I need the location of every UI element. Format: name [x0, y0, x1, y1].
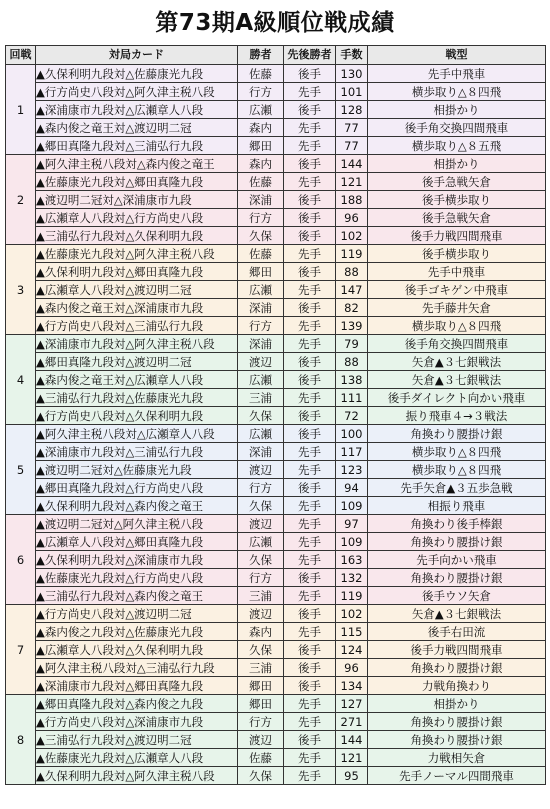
round-number: 8 [6, 695, 36, 785]
winner-side: 後手 [284, 407, 336, 425]
header-moves: 手数 [336, 46, 368, 65]
strategy: 横歩取り△８四飛 [368, 443, 546, 461]
strategy: 角換わり後手棒銀 [368, 515, 546, 533]
header-strategy: 戦型 [368, 46, 546, 65]
match-card: ▲阿久津主税八段対△森内俊之竜王 [36, 155, 238, 173]
table-row [6, 677, 546, 695]
winner-side: 後手 [284, 425, 336, 443]
page-title: 第73期A級順位戦成績 [155, 10, 395, 36]
strategy: 横歩取り△８四飛 [368, 461, 546, 479]
move-count: 88 [336, 263, 368, 281]
move-count: 147 [336, 281, 368, 299]
header-winner: 勝者 [238, 46, 284, 65]
move-count: 119 [336, 587, 368, 605]
winner-side: 先手 [284, 749, 336, 767]
move-count: 96 [336, 659, 368, 677]
winner: 郷田 [238, 677, 284, 695]
round-number: 3 [6, 245, 36, 335]
strategy: 角換わり腰掛け銀 [368, 425, 546, 443]
match-card: ▲阿久津主税八段対△広瀬章人八段 [36, 425, 238, 443]
winner-side: 先手 [284, 137, 336, 155]
winner: 佐藤 [238, 65, 284, 83]
move-count: 119 [336, 245, 368, 263]
match-card: ▲広瀬章人八段対△郷田真隆九段 [36, 533, 238, 551]
match-card: ▲広瀬章人八段対△行方尚史八段 [36, 209, 238, 227]
match-card: ▲阿久津主税八段対△三浦弘行九段 [36, 659, 238, 677]
match-card: ▲広瀬章人八段対△久保利明九段 [36, 641, 238, 659]
strategy: 先手藤井矢倉 [368, 299, 546, 317]
results-table [5, 45, 546, 785]
winner: 久保 [238, 227, 284, 245]
strategy: 振り飛車４→３戦法 [368, 407, 546, 425]
winner: 深浦 [238, 299, 284, 317]
winner-side: 先手 [284, 281, 336, 299]
winner: 深浦 [238, 443, 284, 461]
table-row [6, 695, 546, 713]
match-card: ▲三浦弘行九段対△森内俊之竜王 [36, 587, 238, 605]
match-card: ▲渡辺明二冠対△深浦康市九段 [36, 191, 238, 209]
table-row [6, 227, 546, 245]
match-card: ▲久保利明九段対△深浦康市九段 [36, 551, 238, 569]
winner: 行方 [238, 209, 284, 227]
table-row [6, 299, 546, 317]
winner-side: 先手 [284, 695, 336, 713]
winner-side: 後手 [284, 731, 336, 749]
winner: 渡辺 [238, 731, 284, 749]
table-row [6, 137, 546, 155]
match-card: ▲広瀬章人八段対△渡辺明二冠 [36, 281, 238, 299]
move-count: 102 [336, 605, 368, 623]
winner: 渡辺 [238, 353, 284, 371]
move-count: 77 [336, 119, 368, 137]
strategy: 先手ノーマル四間飛車 [368, 767, 546, 785]
match-card: ▲深浦康市九段対△広瀬章人八段 [36, 101, 238, 119]
match-card: ▲佐藤康光九段対△広瀬章人八段 [36, 749, 238, 767]
match-card: ▲行方尚史八段対△阿久津主税八段 [36, 83, 238, 101]
winner: 行方 [238, 317, 284, 335]
table-row [6, 461, 546, 479]
winner: 森内 [238, 119, 284, 137]
strategy: 相掛かり [368, 101, 546, 119]
winner: 深浦 [238, 191, 284, 209]
strategy: 先手中飛車 [368, 65, 546, 83]
winner-side: 後手 [284, 101, 336, 119]
match-card: ▲行方尚史八段対△深浦康市九段 [36, 713, 238, 731]
strategy: 矢倉▲３七銀戦法 [368, 371, 546, 389]
winner-side: 先手 [284, 533, 336, 551]
winner-side: 先手 [284, 245, 336, 263]
table-row [6, 443, 546, 461]
table-row [6, 533, 546, 551]
winner-side: 後手 [284, 659, 336, 677]
winner-side: 後手 [284, 353, 336, 371]
move-count: 111 [336, 389, 368, 407]
strategy: 角換わり腰掛け銀 [368, 713, 546, 731]
strategy: 後手横歩取り [368, 245, 546, 263]
move-count: 121 [336, 749, 368, 767]
table-row [6, 389, 546, 407]
match-card: ▲行方尚史八段対△久保利明九段 [36, 407, 238, 425]
winner-side: 先手 [284, 389, 336, 407]
winner: 久保 [238, 641, 284, 659]
move-count: 79 [336, 335, 368, 353]
winner-side: 後手 [284, 227, 336, 245]
match-card: ▲渡辺明二冠対△阿久津主税八段 [36, 515, 238, 533]
table-header [6, 46, 546, 65]
move-count: 134 [336, 677, 368, 695]
move-count: 97 [336, 515, 368, 533]
winner-side: 後手 [284, 191, 336, 209]
winner: 広瀬 [238, 281, 284, 299]
winner-side: 先手 [284, 713, 336, 731]
strategy: 後手ウソ矢倉 [368, 587, 546, 605]
round-number: 1 [6, 65, 36, 155]
winner-side: 先手 [284, 623, 336, 641]
strategy: 後手急戦矢倉 [368, 209, 546, 227]
strategy: 後手ゴキゲン中飛車 [368, 281, 546, 299]
strategy: 横歩取り△８五飛 [368, 137, 546, 155]
move-count: 123 [336, 461, 368, 479]
round-number: 2 [6, 155, 36, 245]
strategy: 横歩取り△８四飛 [368, 317, 546, 335]
match-card: ▲行方尚史八段対△渡辺明二冠 [36, 605, 238, 623]
winner: 久保 [238, 407, 284, 425]
winner: 森内 [238, 623, 284, 641]
winner-side: 先手 [284, 551, 336, 569]
move-count: 96 [336, 209, 368, 227]
match-card: ▲久保利明九段対△森内俊之竜王 [36, 497, 238, 515]
match-card: ▲郷田真隆九段対△森内俊之九段 [36, 695, 238, 713]
match-card: ▲森内俊之九段対△佐藤康光九段 [36, 623, 238, 641]
match-card: ▲森内俊之竜王対△渡辺明二冠 [36, 119, 238, 137]
winner-side: 先手 [284, 497, 336, 515]
table-row [6, 407, 546, 425]
winner-side: 先手 [284, 317, 336, 335]
winner-side: 先手 [284, 515, 336, 533]
strategy: 相振り飛車 [368, 497, 546, 515]
winner: 広瀬 [238, 425, 284, 443]
move-count: 95 [336, 767, 368, 785]
move-count: 130 [336, 65, 368, 83]
match-card: ▲三浦弘行九段対△久保利明九段 [36, 227, 238, 245]
move-count: 132 [336, 569, 368, 587]
move-count: 94 [336, 479, 368, 497]
header-row [6, 46, 546, 65]
table-row [6, 65, 546, 83]
winner-side: 後手 [284, 605, 336, 623]
table-row [6, 83, 546, 101]
table-row [6, 605, 546, 623]
table-row [6, 587, 546, 605]
strategy: 後手急戦矢倉 [368, 173, 546, 191]
table-row [6, 353, 546, 371]
table-row [6, 263, 546, 281]
strategy: 後手力戦四間飛車 [368, 227, 546, 245]
table-row [6, 731, 546, 749]
move-count: 101 [336, 83, 368, 101]
table-row [6, 479, 546, 497]
strategy: 角換わり腰掛け銀 [368, 731, 546, 749]
match-card: ▲郷田真隆九段対△三浦弘行九段 [36, 137, 238, 155]
table-row [6, 641, 546, 659]
winner: 佐藤 [238, 173, 284, 191]
table-row [6, 371, 546, 389]
strategy: 後手ダイレクト向かい飛車 [368, 389, 546, 407]
winner: 森内 [238, 155, 284, 173]
winner-side: 先手 [284, 83, 336, 101]
winner: 三浦 [238, 389, 284, 407]
move-count: 115 [336, 623, 368, 641]
winner-side: 後手 [284, 209, 336, 227]
strategy: 相掛かり [368, 695, 546, 713]
move-count: 271 [336, 713, 368, 731]
winner-side: 後手 [284, 155, 336, 173]
move-count: 77 [336, 137, 368, 155]
move-count: 163 [336, 551, 368, 569]
table-row [6, 659, 546, 677]
winner-side: 先手 [284, 461, 336, 479]
header-first: 先後勝者 [284, 46, 336, 65]
strategy: 後手力戦四間飛車 [368, 641, 546, 659]
strategy: 後手角交換四間飛車 [368, 119, 546, 137]
table-body [6, 65, 546, 785]
winner: 広瀬 [238, 533, 284, 551]
move-count: 109 [336, 497, 368, 515]
move-count: 127 [336, 695, 368, 713]
table-row [6, 497, 546, 515]
winner: 行方 [238, 713, 284, 731]
winner: 深浦 [238, 335, 284, 353]
winner: 渡辺 [238, 515, 284, 533]
winner: 佐藤 [238, 749, 284, 767]
strategy: 矢倉▲３七銀戦法 [368, 353, 546, 371]
winner-side: 後手 [284, 65, 336, 83]
table-row [6, 551, 546, 569]
winner: 広瀬 [238, 101, 284, 119]
match-card: ▲久保利明九段対△佐藤康光九段 [36, 65, 238, 83]
table-row [6, 101, 546, 119]
header-match: 対局カード [36, 46, 238, 65]
winner-side: 後手 [284, 641, 336, 659]
winner-side: 後手 [284, 677, 336, 695]
move-count: 139 [336, 317, 368, 335]
winner: 三浦 [238, 659, 284, 677]
table-row [6, 569, 546, 587]
match-card: ▲郷田真隆九段対△行方尚史八段 [36, 479, 238, 497]
strategy: 角換わり腰掛け銀 [368, 659, 546, 677]
match-card: ▲深浦康市九段対△阿久津主税八段 [36, 335, 238, 353]
round-number: 6 [6, 515, 36, 605]
winner-side: 先手 [284, 335, 336, 353]
match-card: ▲佐藤康光九段対△郷田真隆九段 [36, 173, 238, 191]
table-row [6, 155, 546, 173]
table-row [6, 767, 546, 785]
match-card: ▲佐藤康光九段対△行方尚史八段 [36, 569, 238, 587]
winner: 行方 [238, 479, 284, 497]
move-count: 109 [336, 533, 368, 551]
winner: 広瀬 [238, 371, 284, 389]
table-row [6, 515, 546, 533]
table-row [6, 749, 546, 767]
move-count: 121 [336, 173, 368, 191]
match-card: ▲行方尚史八段対△三浦弘行九段 [36, 317, 238, 335]
winner: 行方 [238, 83, 284, 101]
move-count: 72 [336, 407, 368, 425]
winner: 久保 [238, 767, 284, 785]
winner-side: 後手 [284, 263, 336, 281]
table-row [6, 623, 546, 641]
match-card: ▲三浦弘行九段対△佐藤康光九段 [36, 389, 238, 407]
table-row [6, 281, 546, 299]
round-number: 5 [6, 425, 36, 515]
strategy: 矢倉▲３七銀戦法 [368, 605, 546, 623]
winner: 郷田 [238, 695, 284, 713]
strategy: 横歩取り△８四飛 [368, 83, 546, 101]
winner-side: 後手 [284, 371, 336, 389]
move-count: 138 [336, 371, 368, 389]
table-row [6, 191, 546, 209]
strategy: 力戦角換わり [368, 677, 546, 695]
winner: 佐藤 [238, 245, 284, 263]
winner-side: 先手 [284, 587, 336, 605]
winner: 久保 [238, 551, 284, 569]
strategy: 角換わり腰掛け銀 [368, 569, 546, 587]
table-row [6, 173, 546, 191]
match-card: ▲佐藤康光九段対△阿久津主税八段 [36, 245, 238, 263]
winner: 郷田 [238, 263, 284, 281]
winner-side: 先手 [284, 173, 336, 191]
table-row [6, 317, 546, 335]
winner-side: 先手 [284, 767, 336, 785]
strategy: 先手中飛車 [368, 263, 546, 281]
winner-side: 後手 [284, 479, 336, 497]
winner-side: 後手 [284, 569, 336, 587]
table-row [6, 335, 546, 353]
strategy: 先手向かい飛車 [368, 551, 546, 569]
move-count: 128 [336, 101, 368, 119]
move-count: 144 [336, 731, 368, 749]
winner-side: 先手 [284, 119, 336, 137]
match-card: ▲深浦康市九段対△郷田真隆九段 [36, 677, 238, 695]
move-count: 124 [336, 641, 368, 659]
winner-side: 先手 [284, 443, 336, 461]
move-count: 82 [336, 299, 368, 317]
strategy: 先手矢倉▲３五歩急戦 [368, 479, 546, 497]
header-round: 回戦 [6, 46, 36, 65]
strategy: 力戦相矢倉 [368, 749, 546, 767]
match-card: ▲久保利明九段対△阿久津主税八段 [36, 767, 238, 785]
match-card: ▲渡辺明二冠対△佐藤康光九段 [36, 461, 238, 479]
winner: 郷田 [238, 137, 284, 155]
match-card: ▲三浦弘行九段対△渡辺明二冠 [36, 731, 238, 749]
winner: 渡辺 [238, 461, 284, 479]
strategy: 相掛かり [368, 155, 546, 173]
winner: 渡辺 [238, 605, 284, 623]
winner-side: 後手 [284, 299, 336, 317]
move-count: 188 [336, 191, 368, 209]
winner: 行方 [238, 569, 284, 587]
move-count: 100 [336, 425, 368, 443]
table-row [6, 425, 546, 443]
match-card: ▲深浦康市九段対△三浦弘行九段 [36, 443, 238, 461]
strategy: 角換わり腰掛け銀 [368, 533, 546, 551]
move-count: 144 [336, 155, 368, 173]
move-count: 88 [336, 353, 368, 371]
move-count: 102 [336, 227, 368, 245]
winner: 久保 [238, 497, 284, 515]
table-row [6, 713, 546, 731]
match-card: ▲久保利明九段対△郷田真隆九段 [36, 263, 238, 281]
table-row [6, 245, 546, 263]
table-row [6, 119, 546, 137]
table-row [6, 209, 546, 227]
match-card: ▲森内俊之竜王対△広瀬章人八段 [36, 371, 238, 389]
strategy: 後手角交換四間飛車 [368, 335, 546, 353]
round-number: 7 [6, 605, 36, 695]
round-number: 4 [6, 335, 36, 425]
move-count: 117 [336, 443, 368, 461]
winner: 三浦 [238, 587, 284, 605]
match-card: ▲郷田真隆九段対△渡辺明二冠 [36, 353, 238, 371]
match-card: ▲森内俊之竜王対△深浦康市九段 [36, 299, 238, 317]
strategy: 後手右田流 [368, 623, 546, 641]
strategy: 後手横歩取り [368, 191, 546, 209]
